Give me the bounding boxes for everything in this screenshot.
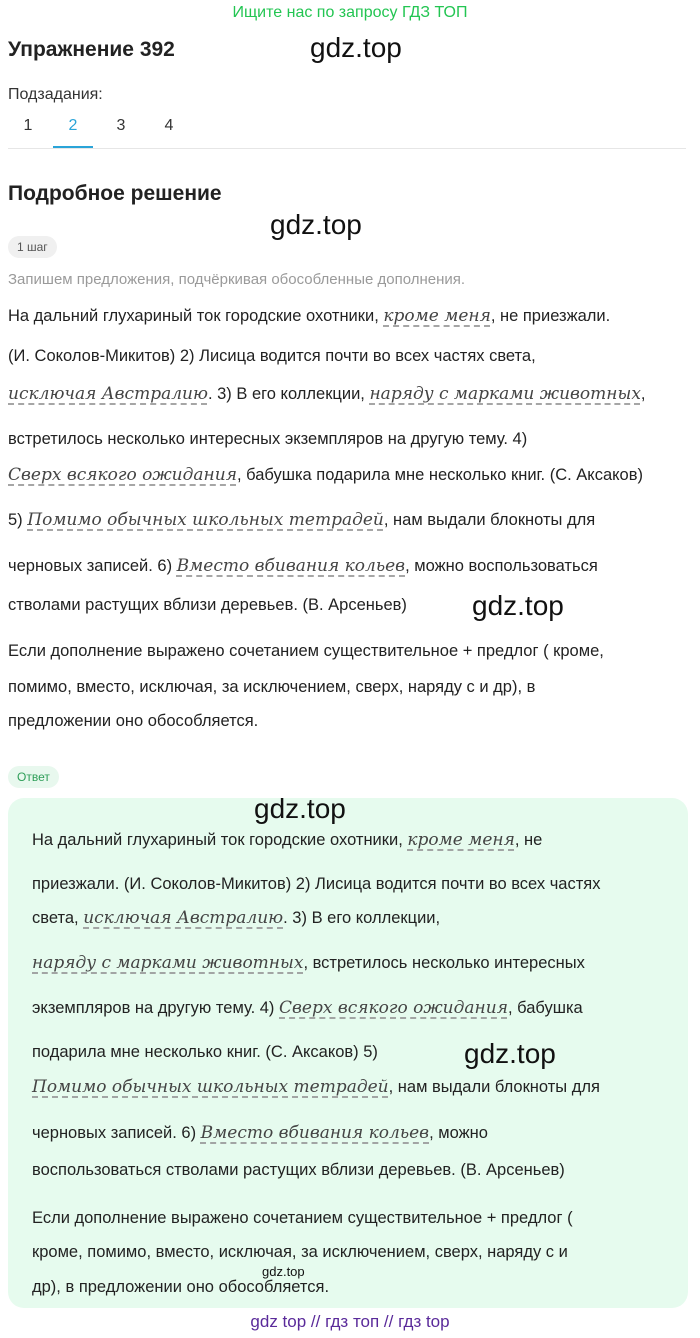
tab-2[interactable]: 2	[53, 110, 93, 148]
watermark: gdz.top	[270, 209, 362, 240]
text-segment: , бабушка	[507, 999, 583, 1017]
text-line	[32, 1209, 573, 1228]
text-line	[32, 1278, 329, 1297]
underlined-phrase: наряду с марками животных	[369, 384, 641, 404]
text-line	[8, 430, 527, 449]
text-line	[32, 1077, 600, 1097]
text-line	[8, 384, 646, 404]
text-segment: ,	[640, 385, 646, 403]
text-line	[8, 712, 258, 731]
underlined-phrase: Вместо вбивания кольев	[176, 556, 406, 576]
text-line	[32, 998, 583, 1018]
text-segment: Если дополнение выражено сочетанием существительное + предлог ( кроме,	[8, 642, 604, 660]
text-segment: На дальний глухариный ток городские охотники,	[8, 307, 384, 325]
watermark-small: gdz.top	[262, 1264, 305, 1279]
watermark: gdz.top	[310, 32, 402, 63]
tab-4[interactable]: 4	[164, 117, 174, 134]
text-segment: встретилось несколько интересных экземпляров на другую тему. 4)	[8, 430, 528, 448]
subtasks-label: Подзадания:	[8, 86, 103, 103]
text-segment: На дальний глухариный ток городские охотники,	[32, 831, 408, 849]
text-segment: Если дополнение выражено сочетанием существительное + предлог (	[32, 1209, 573, 1227]
text-segment: , можно	[429, 1124, 488, 1142]
text-segment: приезжали. (И. Соколов-Микитов) 2) Лисица водится почти во всех частях	[32, 875, 601, 893]
underlined-phrase: Помимо обычных школьных тетрадей	[32, 1077, 389, 1097]
underlined-phrase: Помимо обычных школьных тетрадей	[27, 510, 384, 530]
text-segment: др), в предложении оно обособляется.	[32, 1278, 330, 1296]
top-banner: Ищите нас по запросу ГДЗ ТОП	[232, 4, 468, 21]
watermark: gdz.top	[254, 793, 346, 824]
text-segment: стволами растущих вблизи деревьев. (В. Арсеньев)	[8, 596, 407, 614]
footer: gdz top // гдз топ // гдз top	[250, 1312, 450, 1331]
text-segment: , можно воспользоваться	[405, 557, 598, 575]
text-line	[32, 830, 542, 850]
text-segment: , не	[514, 831, 543, 849]
text-line	[32, 1043, 378, 1062]
text-segment: , не приезжали.	[490, 307, 611, 325]
text-segment: черновых записей. 6)	[8, 557, 177, 575]
tab-3[interactable]: 3	[116, 117, 126, 134]
text-segment: . 3) В его коллекции,	[207, 385, 370, 403]
text-line	[32, 1243, 568, 1262]
text-line	[32, 908, 440, 928]
text-segment: подарила мне несколько книг. (С. Аксаков) 5)	[32, 1043, 378, 1061]
watermark: gdz.top	[472, 590, 564, 621]
step-badge: 1 шаг	[8, 236, 57, 258]
underlined-phrase: наряду с марками животных	[32, 953, 304, 973]
watermark: gdz.top	[464, 1038, 556, 1069]
text-segment: предложении оно обособляется.	[8, 712, 259, 730]
text-line	[32, 1123, 488, 1143]
answer-badge: Ответ	[8, 766, 59, 788]
text-segment: , нам выдали блокноты для	[388, 1078, 600, 1096]
underlined-phrase: кроме меня	[383, 306, 491, 326]
text-line	[8, 642, 604, 661]
text-line	[32, 953, 585, 973]
text-segment: помимо, вместо, исключая, за исключением, сверх, наряду с и др), в	[8, 678, 536, 696]
text-segment: , нам выдали блокноты для	[383, 511, 596, 529]
text-segment: экземпляров на другую тему. 4)	[32, 999, 279, 1017]
exercise-title: Упражнение 392	[8, 38, 175, 61]
text-line	[8, 678, 535, 697]
underlined-phrase: кроме меня	[407, 830, 515, 850]
text-line	[32, 1161, 565, 1180]
text-segment: , встретилось несколько интересных	[303, 954, 585, 972]
text-segment: черновых записей. 6)	[32, 1124, 201, 1142]
text-line	[8, 510, 595, 530]
text-line	[32, 875, 600, 894]
text-segment: , бабушка подарила мне несколько книг. (С. Аксаков)	[236, 466, 643, 484]
solution-title: Подробное решение	[8, 182, 222, 205]
text-segment: . 3) В его коллекции,	[283, 909, 441, 927]
solution-hint: Запишем предложения, подчёркивая обособленные дополнения.	[8, 271, 466, 288]
text-line	[8, 596, 407, 615]
underlined-phrase: исключая Австралию	[8, 384, 208, 404]
underlined-phrase: Сверх всякого ожидания	[279, 998, 508, 1018]
text-line	[8, 556, 598, 576]
underlined-phrase: Вместо вбивания кольев	[200, 1123, 430, 1143]
text-line	[8, 347, 536, 366]
tab-1[interactable]: 1	[23, 117, 33, 134]
subtask-tabs	[8, 110, 686, 149]
underlined-phrase: Сверх всякого ожидания	[8, 465, 237, 485]
text-segment: кроме, помимо, вместо, исключая, за исключением, сверх, наряду с и	[32, 1243, 568, 1261]
text-line	[8, 306, 610, 326]
text-segment: света,	[32, 909, 84, 927]
text-segment: (И. Соколов-Микитов) 2) Лисица водится почти во всех частях света,	[8, 347, 536, 365]
underlined-phrase: исключая Австралию	[83, 908, 284, 928]
text-segment: 5)	[8, 511, 28, 529]
text-segment: воспользоваться стволами растущих вблизи деревьев. (В. Арсеньев)	[32, 1161, 565, 1179]
text-line	[8, 465, 643, 485]
